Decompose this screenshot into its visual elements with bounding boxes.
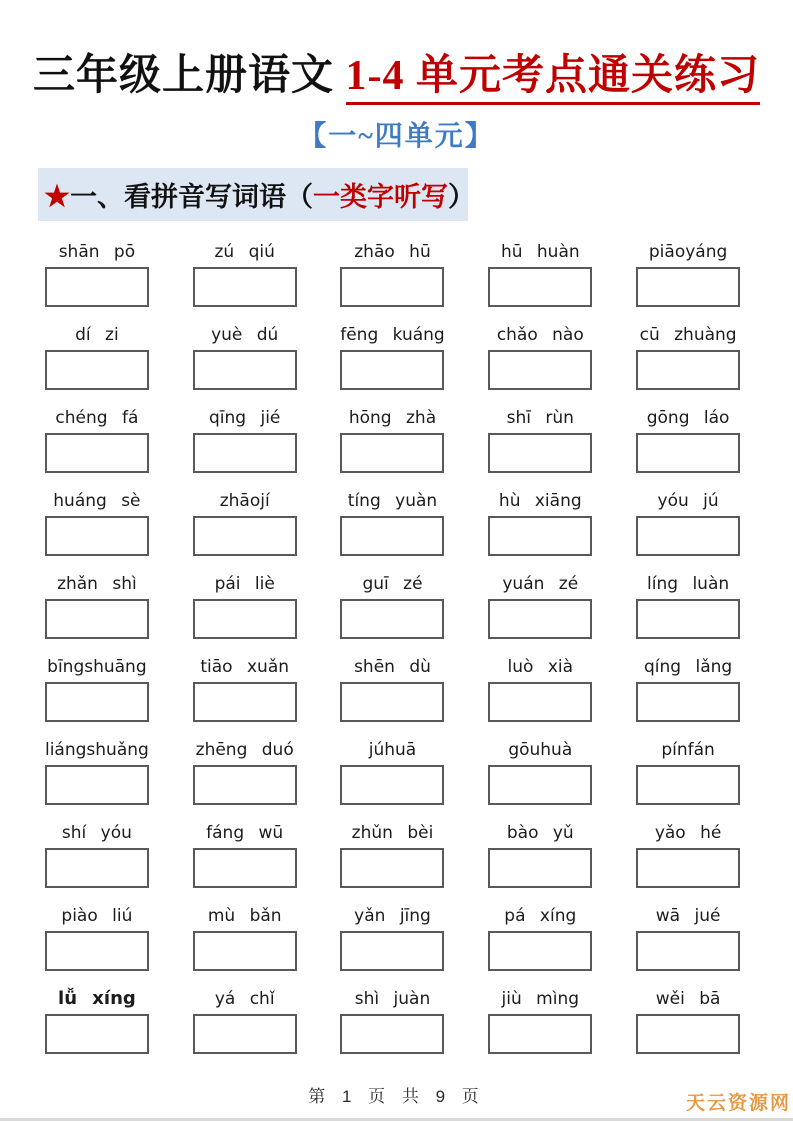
answer-box[interactable]	[488, 267, 592, 307]
answer-box[interactable]	[193, 1014, 297, 1054]
page-title	[0, 42, 793, 102]
pinyin-cell	[338, 403, 448, 473]
pinyin-label: shān pō	[58, 241, 136, 262]
pinyin-label: hù xiāng	[498, 490, 582, 511]
answer-box[interactable]	[340, 267, 444, 307]
answer-box[interactable]	[45, 516, 149, 556]
pinyin-label: dí zi	[75, 324, 119, 345]
pinyin-cell	[485, 818, 595, 888]
answer-box[interactable]	[340, 516, 444, 556]
pinyin-label: qíng lǎng	[643, 656, 733, 677]
pinyin-cell	[633, 818, 743, 888]
answer-box[interactable]	[488, 516, 592, 556]
answer-box[interactable]	[636, 682, 740, 722]
pinyin-cell	[42, 652, 152, 722]
pinyin-cell	[42, 320, 152, 390]
pinyin-label: jiù mìng	[501, 988, 580, 1009]
section-heading-black: 一、看拼音写词语（	[70, 182, 313, 212]
pinyin-label: hū huàn	[500, 241, 580, 262]
pinyin-cell	[42, 486, 152, 556]
answer-box[interactable]	[340, 931, 444, 971]
answer-box[interactable]	[488, 1014, 592, 1054]
pinyin-cell	[42, 818, 152, 888]
answer-box[interactable]	[193, 931, 297, 971]
pinyin-label: luò xià	[507, 656, 574, 677]
pinyin-label: mù bǎn	[207, 905, 282, 926]
pinyin-label: huáng sè	[53, 490, 141, 511]
pinyin-label: zhǎn shì	[57, 573, 137, 594]
pinyin-label: shí yóu	[61, 822, 132, 843]
pinyin-label: shī rùn	[506, 407, 574, 428]
pinyin-label: wěi bā	[655, 988, 721, 1009]
answer-box[interactable]	[45, 848, 149, 888]
watermark: 天云资源网	[685, 1093, 791, 1114]
pinyin-label: gōng láo	[646, 407, 730, 428]
pinyin-label: yǎo hé	[654, 822, 722, 843]
pinyin-label: piāoyáng	[648, 241, 728, 262]
answer-box[interactable]	[636, 1014, 740, 1054]
pinyin-cell	[190, 735, 300, 805]
pinyin-cell	[633, 984, 743, 1054]
pinyin-cell	[485, 652, 595, 722]
section-heading-red: 一类字听写	[313, 182, 448, 212]
answer-box[interactable]	[45, 682, 149, 722]
answer-box[interactable]	[193, 682, 297, 722]
pinyin-cell	[338, 652, 448, 722]
pinyin-label: fēng kuáng	[340, 324, 445, 345]
pinyin-label: zhāo hū	[354, 241, 431, 262]
pinyin-cell	[633, 901, 743, 971]
answer-box[interactable]	[45, 350, 149, 390]
answer-box[interactable]	[636, 516, 740, 556]
answer-box[interactable]	[488, 682, 592, 722]
pinyin-label: zú qiú	[214, 241, 275, 262]
answer-box[interactable]	[636, 599, 740, 639]
pinyin-label: zhǔn bèi	[351, 822, 434, 843]
answer-box[interactable]	[340, 682, 444, 722]
pinyin-cell	[485, 901, 595, 971]
section-heading-close: ）	[448, 182, 475, 212]
answer-box[interactable]	[193, 433, 297, 473]
answer-box[interactable]	[636, 267, 740, 307]
pinyin-label: bīngshuāng	[47, 656, 147, 677]
answer-box[interactable]	[340, 433, 444, 473]
pinyin-cell	[42, 237, 152, 307]
answer-box[interactable]	[45, 267, 149, 307]
answer-box[interactable]	[488, 350, 592, 390]
pinyin-cell	[338, 569, 448, 639]
pinyin-cell	[485, 735, 595, 805]
pinyin-cell	[42, 984, 152, 1054]
pinyin-label: guī zé	[362, 573, 423, 594]
pinyin-label: yuè dú	[211, 324, 279, 345]
page-title-red: 1-4 单元考点通关练习	[346, 53, 761, 105]
answer-box[interactable]	[193, 848, 297, 888]
pinyin-label: gōuhuà	[508, 739, 573, 760]
answer-box[interactable]	[488, 599, 592, 639]
answer-box[interactable]	[340, 1014, 444, 1054]
pinyin-label: liángshuǎng	[44, 739, 149, 760]
pinyin-cell	[338, 984, 448, 1054]
answer-box[interactable]	[636, 848, 740, 888]
pinyin-cell	[485, 984, 595, 1054]
answer-box[interactable]	[193, 516, 297, 556]
pinyin-label: pá xíng	[504, 905, 577, 926]
pinyin-label: shēn dù	[354, 656, 431, 677]
answer-box[interactable]	[45, 765, 149, 805]
pinyin-cell	[190, 486, 300, 556]
answer-box[interactable]	[340, 765, 444, 805]
pinyin-cell	[338, 486, 448, 556]
pinyin-cell	[190, 901, 300, 971]
pinyin-cell	[485, 569, 595, 639]
pinyin-cell	[190, 320, 300, 390]
pinyin-cell	[338, 818, 448, 888]
pinyin-grid	[42, 237, 743, 1067]
pinyin-label: wā jué	[655, 905, 721, 926]
pinyin-label: pái liè	[214, 573, 275, 594]
pinyin-label: lǚ xíng	[58, 988, 136, 1009]
answer-box[interactable]	[45, 1014, 149, 1054]
pinyin-cell	[485, 320, 595, 390]
answer-box[interactable]	[45, 599, 149, 639]
pinyin-cell	[190, 652, 300, 722]
pinyin-cell	[42, 403, 152, 473]
answer-box[interactable]	[636, 433, 740, 473]
pinyin-label: shì juàn	[354, 988, 431, 1009]
answer-box[interactable]	[340, 599, 444, 639]
answer-box[interactable]	[636, 931, 740, 971]
section-heading	[38, 168, 475, 221]
pinyin-label: yóu jú	[657, 490, 719, 511]
pinyin-cell	[633, 569, 743, 639]
pinyin-cell	[633, 652, 743, 722]
answer-box[interactable]	[636, 765, 740, 805]
pinyin-cell	[633, 320, 743, 390]
pinyin-label: fáng wū	[206, 822, 284, 843]
pinyin-label: zhēng duó	[195, 739, 294, 760]
pinyin-label: piào liú	[61, 905, 133, 926]
unit-range-subtitle: 【一~四单元】	[298, 121, 495, 152]
pinyin-cell	[42, 735, 152, 805]
pinyin-cell	[190, 818, 300, 888]
pinyin-label: líng luàn	[647, 573, 730, 594]
pinyin-label: hōng zhà	[348, 407, 437, 428]
pinyin-cell	[42, 901, 152, 971]
pinyin-cell	[338, 237, 448, 307]
pinyin-cell	[485, 403, 595, 473]
answer-box[interactable]	[193, 267, 297, 307]
pinyin-cell	[485, 237, 595, 307]
answer-box[interactable]	[193, 350, 297, 390]
pinyin-label: chǎo nào	[496, 324, 584, 345]
pinyin-cell	[190, 569, 300, 639]
pinyin-label: zhāojí	[219, 490, 270, 511]
pinyin-cell	[190, 237, 300, 307]
answer-box[interactable]	[488, 931, 592, 971]
pinyin-cell	[633, 486, 743, 556]
pinyin-label: yá chǐ	[214, 988, 275, 1009]
pinyin-cell	[485, 486, 595, 556]
answer-box[interactable]	[45, 433, 149, 473]
pinyin-label: tíng yuàn	[347, 490, 438, 511]
pinyin-label: cū zhuàng	[639, 324, 737, 345]
page-title-black: 三年级上册语文	[32, 53, 334, 99]
answer-box[interactable]	[193, 599, 297, 639]
answer-box[interactable]	[488, 433, 592, 473]
pinyin-cell	[338, 901, 448, 971]
pinyin-label: yuán zé	[502, 573, 579, 594]
pinyin-label: tiāo xuǎn	[200, 656, 290, 677]
pinyin-label: bào yǔ	[506, 822, 574, 843]
pinyin-cell	[190, 984, 300, 1054]
pinyin-label: chéng fá	[55, 407, 139, 428]
pinyin-cell	[338, 320, 448, 390]
pinyin-label: pínfán	[661, 739, 715, 760]
pinyin-label: qīng jié	[209, 407, 281, 428]
answer-box[interactable]	[636, 350, 740, 390]
pinyin-cell	[633, 735, 743, 805]
answer-box[interactable]	[45, 931, 149, 971]
pinyin-cell	[633, 237, 743, 307]
pinyin-cell	[633, 403, 743, 473]
answer-box[interactable]	[193, 765, 297, 805]
page-indicator: 第 1 页 共 9 页	[308, 1087, 485, 1106]
answer-box[interactable]	[340, 350, 444, 390]
pinyin-cell	[190, 403, 300, 473]
answer-box[interactable]	[488, 765, 592, 805]
pinyin-label: júhuā	[368, 739, 417, 760]
pinyin-cell	[338, 735, 448, 805]
pinyin-label: yǎn jīng	[354, 905, 431, 926]
answer-box[interactable]	[340, 848, 444, 888]
star-icon: ★	[44, 181, 70, 213]
pinyin-cell	[42, 569, 152, 639]
answer-box[interactable]	[488, 848, 592, 888]
